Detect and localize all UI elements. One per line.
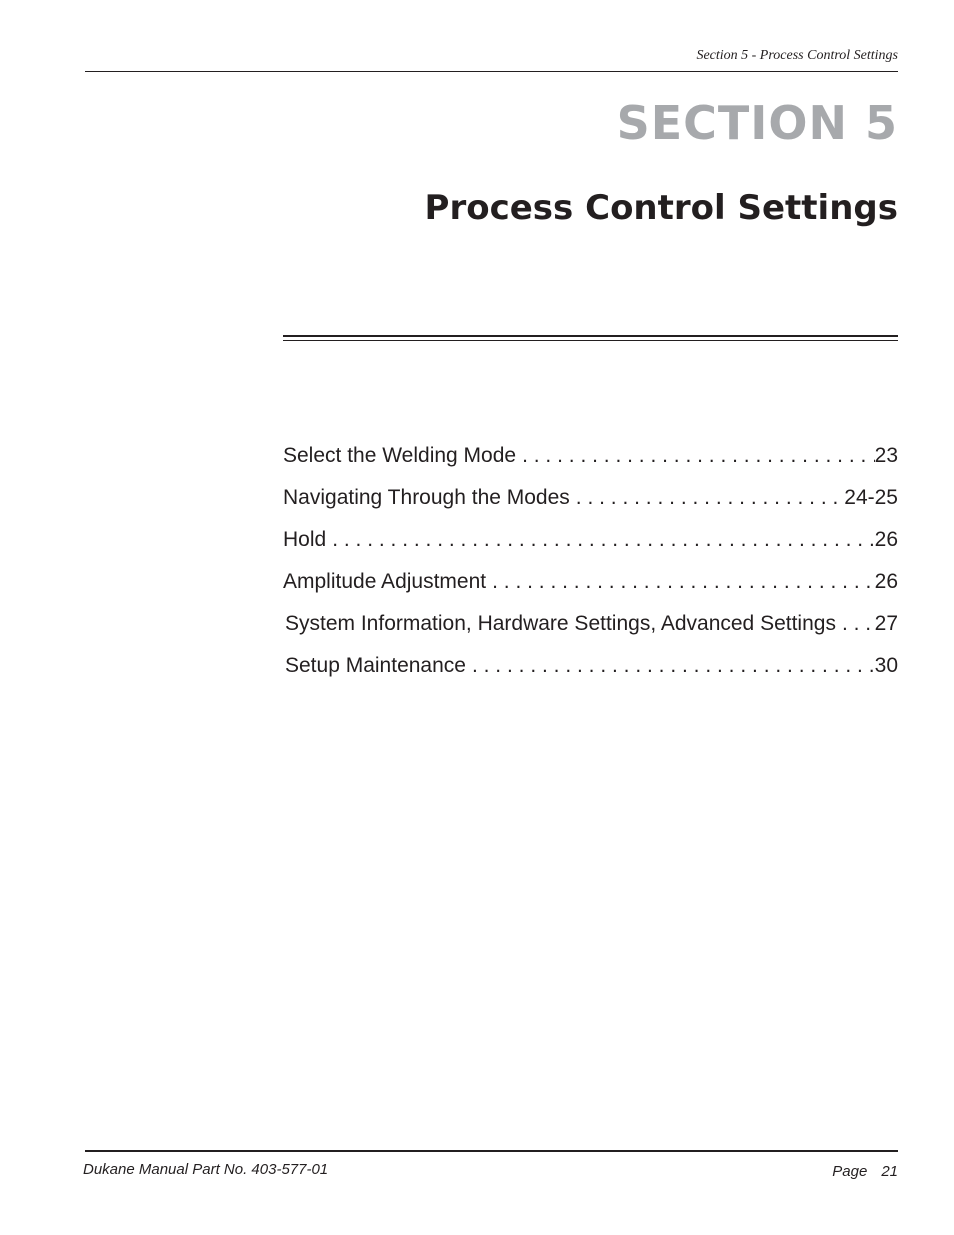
toc-entry[interactable] bbox=[283, 444, 898, 486]
section-title: Process Control Settings bbox=[424, 188, 898, 228]
toc-leader-dots bbox=[836, 612, 875, 636]
toc-entry[interactable] bbox=[283, 654, 898, 696]
toc-entry-label: Setup Maintenance bbox=[285, 654, 466, 677]
running-head: Section 5 - Process Control Settings bbox=[696, 48, 898, 63]
footer-page-label: Page bbox=[832, 1163, 868, 1180]
section-divider bbox=[283, 335, 898, 341]
toc-entry-label: Amplitude Adjustment bbox=[283, 570, 487, 593]
toc-leader-dots bbox=[516, 444, 875, 468]
toc-leader-dots bbox=[466, 654, 875, 678]
toc-entry[interactable] bbox=[283, 528, 898, 570]
header-rule bbox=[85, 71, 898, 72]
footer-part-number: Dukane Manual Part No. 403-577-01 bbox=[83, 1161, 329, 1178]
toc-entry[interactable] bbox=[283, 570, 898, 612]
toc-entry[interactable] bbox=[283, 612, 898, 654]
table-of-contents bbox=[283, 444, 898, 696]
toc-entry-page: 30 bbox=[874, 654, 898, 677]
toc-entry-label: Navigating Through the Modes bbox=[283, 486, 570, 509]
footer-page bbox=[832, 1163, 898, 1180]
toc-entry-page: 26 bbox=[874, 528, 898, 551]
toc-leader-dots bbox=[486, 570, 875, 594]
toc-entry-page: 23 bbox=[874, 444, 898, 467]
toc-entry[interactable] bbox=[283, 486, 898, 528]
toc-leader-dots bbox=[570, 486, 844, 510]
toc-leader-dots bbox=[326, 528, 874, 552]
toc-entry-page: 26 bbox=[874, 570, 898, 593]
footer-rule bbox=[85, 1150, 898, 1152]
toc-entry-label: Select the Welding Mode bbox=[283, 444, 517, 467]
section-label: SECTION 5 bbox=[616, 96, 898, 150]
footer-page-number: 21 bbox=[881, 1163, 898, 1180]
toc-entry-page: 27 bbox=[874, 612, 898, 635]
toc-entry-label: System Information, Hardware Settings, Advanced Settings bbox=[285, 612, 836, 635]
toc-entry-label: Hold bbox=[283, 528, 327, 551]
toc-entry-page: 24-25 bbox=[844, 486, 898, 509]
